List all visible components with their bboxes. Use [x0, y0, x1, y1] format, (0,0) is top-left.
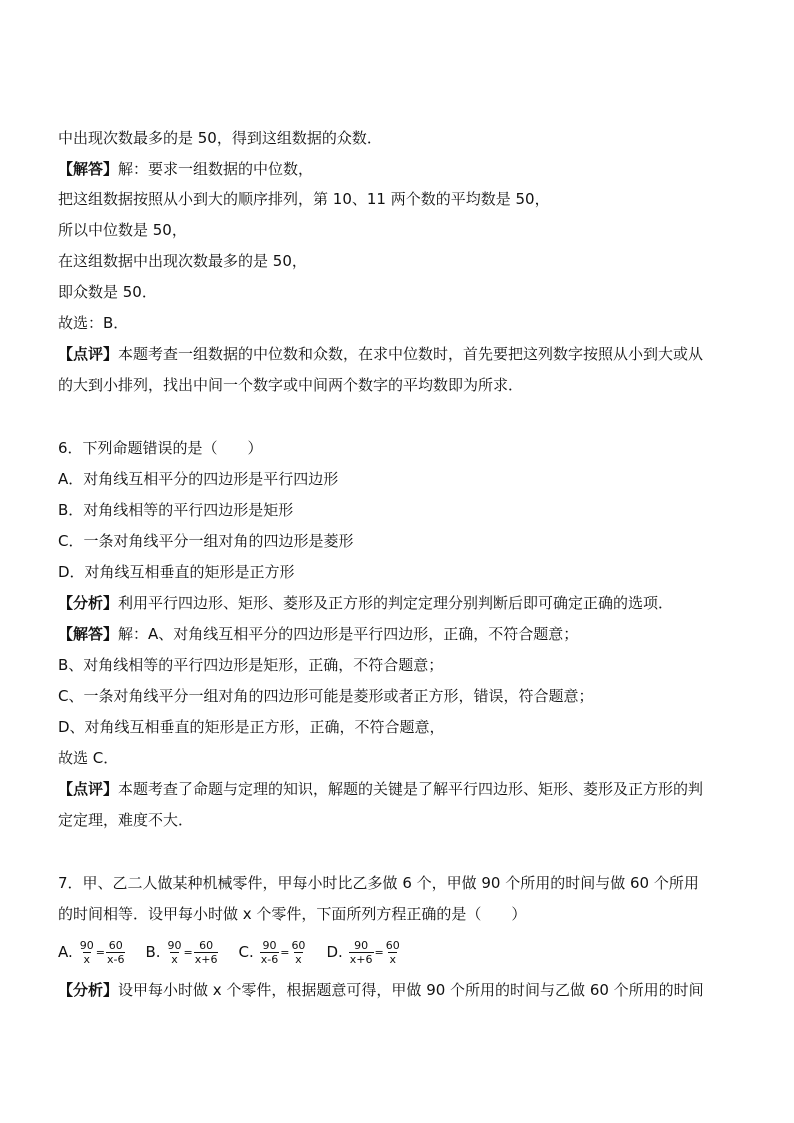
q5-comment-text: 本题考查一组数据的中位数和众数，在求中位数时，首先要把这列数字按照从小到大或从	[118, 345, 704, 363]
q7-option-c	[238, 939, 306, 966]
option-letter: A.	[58, 943, 73, 961]
q6-comment-text: 本题考查了命题与定理的知识，解题的关键是了解平行四边形、矩形、菱形及正方形的判	[118, 780, 704, 798]
equation	[260, 939, 307, 966]
equation	[79, 939, 126, 966]
q7-option-b	[145, 939, 218, 966]
q7-analysis-line	[58, 979, 704, 1001]
q6-analysis-text: 利用平行四边形、矩形、菱形及正方形的判定定理分别判断后即可确定正确的选项．	[118, 594, 674, 612]
denominator: x	[171, 952, 178, 966]
fraction	[79, 939, 95, 966]
q7-options	[58, 932, 421, 972]
numerator: 60	[199, 938, 214, 952]
q7-option-d	[326, 939, 400, 966]
denominator: x-6	[106, 952, 125, 966]
answer-tag: 【解答】	[58, 625, 119, 643]
denominator: x+6	[349, 952, 373, 966]
denominator: x	[83, 952, 91, 966]
q6-answer-line	[58, 623, 578, 645]
option-letter: D.	[326, 943, 343, 961]
q5-comment-line	[58, 343, 703, 365]
q6-answer-line-c: C、一条对角线平分一组对角的四边形可能是菱形或者正方形，错误，符合题意；	[58, 687, 594, 705]
q5-reason-line: 中出现次数最多的是 50，得到这组数据的众数．	[58, 129, 382, 147]
equals-sign: =	[280, 945, 290, 959]
analysis-tag: 【分析】	[58, 981, 119, 999]
q7-analysis-text: 设甲每小时做 x 个零件，根据题意可得，甲做 90 个所用的时间与乙做 60 个所用的时间	[118, 981, 704, 999]
option-letter: B.	[145, 943, 161, 961]
q5-mode-line: 在这组数据中出现次数最多的是 50，	[58, 252, 307, 270]
q6-answer-line-b: B、对角线相等的平行四边形是矩形，正确，不符合题意；	[58, 656, 444, 674]
comment-tag: 【点评】	[58, 345, 119, 363]
fraction	[385, 939, 401, 966]
q7-option-a	[58, 939, 125, 966]
denominator: x	[389, 952, 396, 966]
denominator: x	[295, 952, 302, 966]
numerator: 90	[354, 938, 369, 952]
q6-comment-line	[58, 778, 703, 800]
equals-sign: =	[183, 945, 193, 959]
fraction	[349, 939, 374, 966]
denominator: x-6	[260, 952, 279, 966]
numerator: 60	[108, 938, 123, 952]
q6-comment-line-2: 定定理，难度不大．	[58, 811, 194, 829]
fraction	[106, 939, 125, 966]
q6-question: 6．下列命题错误的是（ ）	[58, 439, 263, 457]
q6-answer-text: 解：A、对角线互相平分的四边形是平行四边形，正确，不符合题意；	[118, 625, 579, 643]
numerator: 60	[291, 938, 306, 952]
denominator: x+6	[194, 952, 218, 966]
numerator: 90	[167, 938, 182, 952]
comment-tag: 【点评】	[58, 780, 119, 798]
equals-sign: =	[374, 945, 384, 959]
q5-median-line: 所以中位数是 50，	[58, 221, 187, 239]
q6-option-a: A．对角线互相平分的四边形是平行四边形	[58, 470, 339, 488]
fraction	[194, 939, 219, 966]
q5-choice-line: 故选：B．	[58, 314, 129, 332]
q7-question-line-1: 7．甲、乙二人做某种机械零件，甲每小时比乙多做 6 个，甲做 90 个所用的时间与做 60 个所用	[58, 874, 699, 892]
q5-answer-line	[58, 158, 313, 180]
q5-sort-line: 把这组数据按照从小到大的顺序排列，第 10、11 两个数的平均数是 50，	[58, 190, 550, 208]
answer-tag: 【解答】	[58, 160, 119, 178]
q5-answer-text: 解：要求一组数据的中位数，	[118, 160, 314, 178]
q6-choice-line: 故选 C．	[58, 749, 119, 767]
fraction	[260, 939, 279, 966]
option-letter: C.	[238, 943, 254, 961]
numerator: 90	[262, 938, 277, 952]
numerator: 90	[79, 938, 94, 952]
q5-mode-result-line: 即众数是 50．	[58, 283, 157, 301]
analysis-tag: 【分析】	[58, 594, 119, 612]
q6-option-c: C．一条对角线平分一组对角的四边形是菱形	[58, 532, 354, 550]
q6-answer-line-d: D、对角线互相垂直的矩形是正方形，正确，不符合题意，	[58, 718, 445, 736]
equation	[167, 939, 219, 966]
q7-question-line-2: 的时间相等．设甲每小时做 x 个零件，下面所列方程正确的是（ ）	[58, 905, 527, 923]
numerator: 60	[385, 938, 400, 952]
equals-sign: =	[95, 945, 105, 959]
fraction	[290, 939, 306, 966]
fraction	[167, 939, 183, 966]
q6-option-d: D．对角线互相垂直的矩形是正方形	[58, 563, 295, 581]
q6-analysis-line	[58, 592, 673, 614]
q6-option-b: B．对角线相等的平行四边形是矩形	[58, 501, 294, 519]
q5-comment-line-2: 的大到小排列，找出中间一个数字或中间两个数字的平均数即为所求．	[58, 376, 524, 394]
equation	[349, 939, 401, 966]
